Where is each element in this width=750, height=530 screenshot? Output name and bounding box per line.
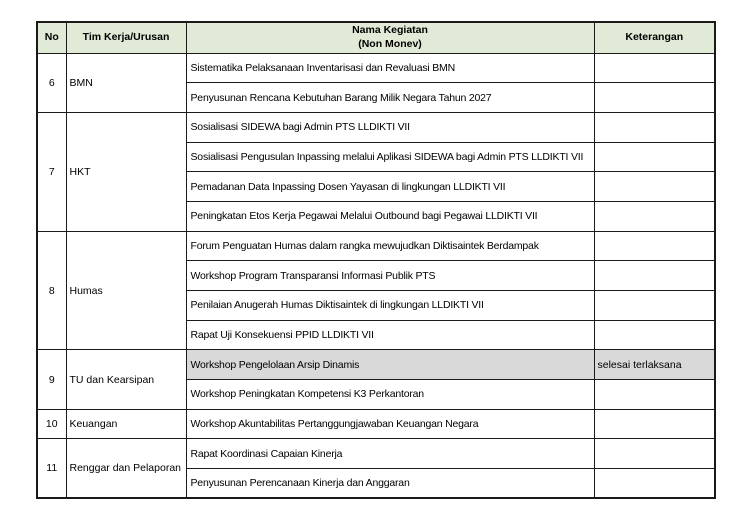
activity-cell: Penilaian Anugerah Humas Diktisaintek di lingkungan LLDIKTI VII xyxy=(186,291,594,321)
row-no: 10 xyxy=(37,409,66,439)
remark-cell xyxy=(594,201,715,231)
row-team: HKT xyxy=(66,112,186,231)
row-team: TU dan Kearsipan xyxy=(66,350,186,409)
table-row xyxy=(37,350,715,380)
activity-cell: Pemadanan Data Inpassing Dosen Yayasan di lingkungan LLDIKTI VII xyxy=(186,172,594,202)
row-no: 7 xyxy=(37,112,66,231)
activity-cell: Penyusunan Rencana Kebutuhan Barang Milik Negara Tahun 2027 xyxy=(186,83,594,113)
remark-cell xyxy=(594,261,715,291)
activity-cell: Rapat Uji Konsekuensi PPID LLDIKTI VII xyxy=(186,320,594,350)
remark-cell xyxy=(594,53,715,83)
remark-cell-highlighted: selesai terlaksana xyxy=(594,350,715,380)
row-no: 8 xyxy=(37,231,66,350)
table-row xyxy=(37,112,715,142)
activity-cell: Sosialisasi SIDEWA bagi Admin PTS LLDIKTI VII xyxy=(186,112,594,142)
activity-cell-highlighted: Workshop Pengelolaan Arsip Dinamis xyxy=(186,350,594,380)
table-row xyxy=(37,53,715,83)
header-activity xyxy=(186,22,594,53)
header-row xyxy=(37,22,715,53)
activity-cell: Sistematika Pelaksanaan Inventarisasi dan Revaluasi BMN xyxy=(186,53,594,83)
remark-cell xyxy=(594,231,715,261)
activity-cell: Workshop Program Transparansi Informasi Publik PTS xyxy=(186,261,594,291)
remark-cell xyxy=(594,320,715,350)
activity-cell: Workshop Peningkatan Kompetensi K3 Perkantoran xyxy=(186,380,594,410)
activity-cell: Peningkatan Etos Kerja Pegawai Melalui Outbound bagi Pegawai LLDIKTI VII xyxy=(186,201,594,231)
remark-cell xyxy=(594,469,715,499)
remark-cell xyxy=(594,142,715,172)
row-team: BMN xyxy=(66,53,186,112)
header-team: Tim Kerja/Urusan xyxy=(66,22,186,53)
activity-cell: Workshop Akuntabilitas Pertanggungjawaban Keuangan Negara xyxy=(186,409,594,439)
header-remarks: Keterangan xyxy=(594,22,715,53)
header-activity-line1: Nama Kegiatan xyxy=(352,24,428,37)
kegiatan-table xyxy=(36,21,716,499)
remark-cell xyxy=(594,83,715,113)
activity-cell: Sosialisasi Pengusulan Inpassing melalui Aplikasi SIDEWA bagi Admin PTS LLDIKTI VII xyxy=(186,142,594,172)
row-no: 9 xyxy=(37,350,66,409)
header-no: No xyxy=(37,22,66,53)
row-no: 11 xyxy=(37,439,66,498)
remark-cell xyxy=(594,380,715,410)
table-row xyxy=(37,409,715,439)
header-activity-line2: (Non Monev) xyxy=(358,37,422,50)
table-body xyxy=(37,53,715,498)
table-header xyxy=(37,22,715,53)
table-row xyxy=(37,231,715,261)
activity-cell: Penyusunan Perencanaan Kinerja dan Anggaran xyxy=(186,469,594,499)
row-team: Renggar dan Pelaporan xyxy=(66,439,186,498)
remark-cell xyxy=(594,409,715,439)
activity-cell: Forum Penguatan Humas dalam rangka mewujudkan Diktisaintek Berdampak xyxy=(186,231,594,261)
remark-cell xyxy=(594,439,715,469)
remark-cell xyxy=(594,172,715,202)
row-team: Humas xyxy=(66,231,186,350)
table-row xyxy=(37,439,715,469)
remark-cell xyxy=(594,291,715,321)
remark-cell xyxy=(594,112,715,142)
row-team: Keuangan xyxy=(66,409,186,439)
row-no: 6 xyxy=(37,53,66,112)
activity-cell: Rapat Koordinasi Capaian Kinerja xyxy=(186,439,594,469)
